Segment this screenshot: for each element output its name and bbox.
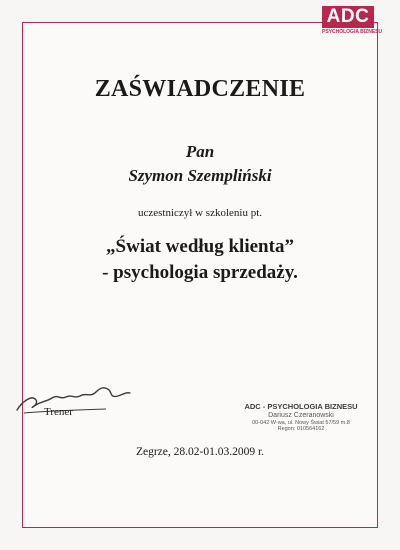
company-stamp: [236, 402, 366, 432]
stamp-person: Dariusz Czeranowski: [268, 412, 334, 419]
trainer-signature: [14, 380, 134, 416]
stamp-address: 00-042 W-wa, ul. Nowy Świat 57/59 m.8: [252, 420, 350, 426]
place-and-date: Zegrze, 28.02-01.03.2009 r.: [135, 446, 265, 458]
course-title-line1: „Świat według klienta”: [106, 236, 294, 257]
adc-logo: [322, 6, 383, 35]
participation-text: uczestniczył w szkoleniu pt.: [137, 207, 263, 219]
logo-subtitle: PSYCHOLOGIA BIZNESU: [322, 29, 383, 35]
logo-text: ADC: [322, 6, 374, 28]
honorific: Pan: [185, 142, 215, 161]
stamp-regon: Regon: 010564162: [277, 426, 325, 432]
trainer-label: Trener: [44, 406, 73, 418]
course-title-line2: - psychologia sprzedaży.: [102, 262, 298, 283]
certificate-title: ZAŚWIADCZENIE: [94, 76, 306, 102]
stamp-company: ADC - PSYCHOLOGIA BIZNESU: [244, 402, 358, 411]
recipient-name: Szymon Szempliński: [128, 166, 272, 185]
